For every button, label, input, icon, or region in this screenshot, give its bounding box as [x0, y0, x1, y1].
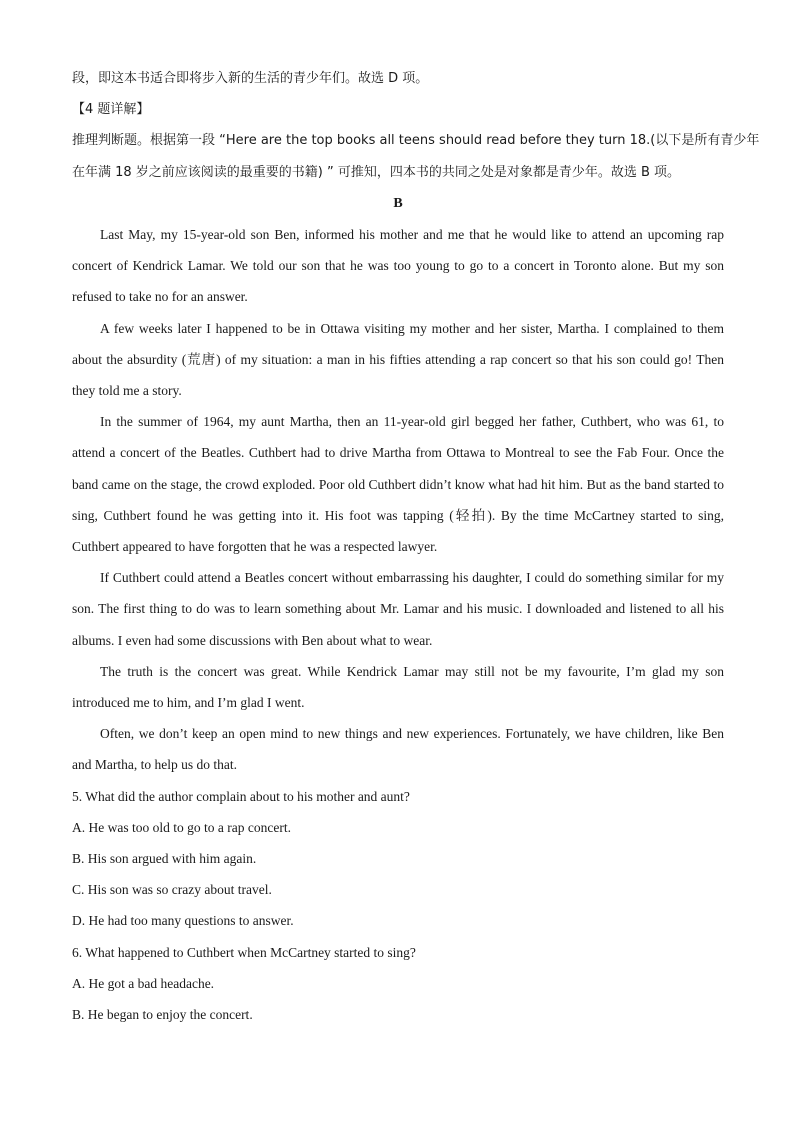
document-page — [72, 63, 760, 1030]
answer-explanation-tail: 段，即这本书适合即将步入新的生活的青少年们。故选 D 项。 — [72, 71, 429, 86]
passage-paragraph-6: Often, we don’t keep an open mind to new things and new experiences. Fortunately, we have children, like Ben and Martha, to help us do that. — [72, 726, 724, 773]
section-heading: B — [393, 195, 403, 211]
question-4-explanation-line-2: 在年满 18 岁之前应该阅读的最重要的书籍) ” 可推知，四本书的共同之处是对象都是青少年。故选 B 项。 — [72, 164, 681, 180]
option-a: A. He got a bad headache. — [72, 975, 215, 991]
question-6 — [72, 937, 724, 1031]
option-c: C. His son was so crazy about travel. — [72, 882, 272, 898]
question-5 — [72, 781, 724, 937]
option-b: B. His son argued with him again. — [72, 851, 257, 867]
option-b: B. He began to enjoy the concert. — [72, 1007, 253, 1023]
passage-paragraph-2: A few weeks later I happened to be in Ottawa visiting my mother and her sister, Martha. I complained to them about the absurdity (荒唐) of my situation: a man in his fifties attending a rap concert so that his son could go! Then they told me a story. — [72, 320, 724, 399]
passage-paragraph-5: The truth is the concert was great. While Kendrick Lamar may still not be my favourite, I’m glad my son introduced me to him, and I’m glad I went. — [72, 663, 724, 711]
question-stem: 5. What did the author complain about to his mother and aunt? — [72, 788, 410, 804]
option-a: A. He was too old to go to a rap concert. — [72, 819, 291, 835]
question-stem: 6. What happened to Cuthbert when McCartney started to sing? — [72, 944, 416, 960]
passage-paragraph-3: In the summer of 1964, my aunt Martha, then an 11-year-old girl begged her father, Cuthbert, who was 61, to attend a concert of the Beatles. Cuthbert had to drive Martha from Ottawa to Montreal to see the Fab Four. Once the band came on the stage, the crowd exploded. Poor old Cuthbert didn’t know what had hit him. But as the band started to sing, Cuthbert found he was getting into it. His foot was tapping (轻拍). By the time McCartney started to sing, Cuthbert appeared to have forgotten that he was a respected lawyer. — [72, 414, 724, 555]
passage-paragraph-4: If Cuthbert could attend a Beatles concert without embarrassing his daughter, I could do something similar for my son. The first thing to do was to learn something about Mr. Lamar and his music. I downloaded and listened to all his albums. I even had some discussions with Ben about what to wear. — [72, 570, 724, 648]
question-4-explanation-label: 【4 题详解】 — [72, 102, 150, 118]
question-4-explanation-line-1: 推理判断题。根据第一段 “Here are the top books all teens should read before they turn 18.(以下是所有青少年 — [72, 133, 760, 149]
option-d: D. He had too many questions to answer. — [72, 913, 294, 929]
passage-paragraph-1: Last May, my 15-year-old son Ben, informed his mother and me that he would like to attend an upcoming rap concert of Kendrick Lamar. We told our son that he was too young to go to a concert in Toronto alone. But my son refused to take no for an answer. — [72, 227, 724, 305]
